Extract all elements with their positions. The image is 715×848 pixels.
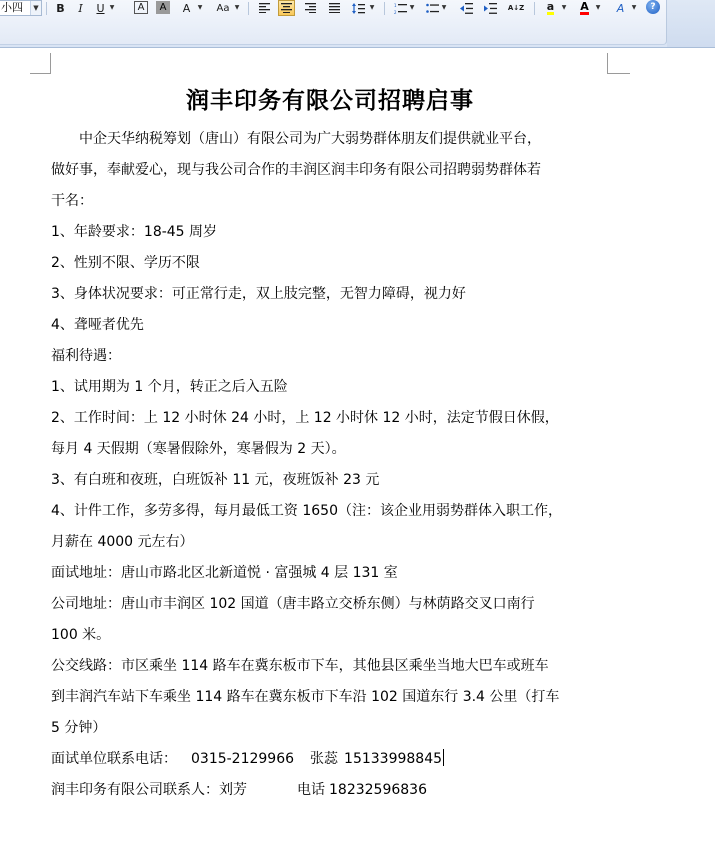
bold-button[interactable]: B bbox=[56, 1, 65, 15]
company-contact-phone-label: 电话 bbox=[297, 782, 325, 798]
underline-button[interactable]: U bbox=[96, 1, 105, 15]
chevron-down-icon[interactable]: ▼ bbox=[30, 1, 41, 15]
intro-paragraph bbox=[51, 124, 611, 217]
align-center-icon bbox=[281, 3, 292, 13]
benefit-item: 2、工作时间：上 12 小时休 24 小时，上 12 小时休 12 小时，法定节假日休假， bbox=[51, 410, 559, 426]
font-size-value: 小四 bbox=[1, 1, 23, 14]
requirement-item: 3、身体状况要求：可正常行走，双上肢完整，无智力障碍，视力好 bbox=[51, 286, 466, 302]
toolbar-divider bbox=[46, 2, 47, 15]
font-color-icon: A bbox=[580, 0, 589, 13]
benefits-heading: 福利待遇： bbox=[51, 348, 121, 364]
margin-corner-top-right bbox=[607, 53, 630, 74]
indent-icon bbox=[484, 3, 497, 14]
toolbar-divider bbox=[248, 2, 249, 15]
sort-icon: A↓Z bbox=[507, 3, 525, 12]
align-center-button[interactable] bbox=[278, 0, 295, 16]
help-icon[interactable]: ? bbox=[646, 0, 660, 14]
company-contact-phone: 18232596836 bbox=[329, 782, 427, 798]
font-color-button[interactable] bbox=[576, 0, 593, 16]
interview-address: 面试地址：唐山市路北区北新道悦 · 富强城 4 层 131 室 bbox=[51, 565, 398, 581]
bus-route-continued: 到丰润汽车站下车乘坐 114 路车在冀东板市下车沿 102 国道东行 3.4 公里（打车 bbox=[51, 689, 560, 705]
underline-dropdown-icon[interactable]: ▼ bbox=[109, 4, 115, 11]
change-case-dropdown-icon[interactable]: ▼ bbox=[234, 4, 240, 11]
benefit-item: 4、计件工作，多劳多得，每月最低工资 1650（注：该企业用弱势群体入职工作， bbox=[51, 503, 562, 519]
highlighter-icon: a bbox=[546, 0, 555, 13]
company-contact-line bbox=[51, 775, 611, 806]
increase-indent-button[interactable] bbox=[482, 0, 499, 16]
italic-button[interactable]: I bbox=[78, 1, 83, 15]
company-address-continued: 100 米。 bbox=[51, 627, 111, 643]
clear-format-dropdown-icon[interactable]: ▼ bbox=[197, 4, 203, 11]
company-contact-label: 润丰印务有限公司联系人：刘芳 bbox=[51, 782, 247, 798]
align-left-button[interactable] bbox=[256, 0, 273, 16]
align-right-icon bbox=[305, 3, 316, 13]
requirement-item: 2、性别不限、学历不限 bbox=[51, 255, 200, 271]
intro-line: 做好事，奉献爱心，现与我公司合作的丰润区润丰印务有限公司招聘弱势群体若 bbox=[51, 162, 541, 178]
text-effects-icon: A bbox=[616, 1, 625, 15]
bus-route: 公交线路：市区乘坐 114 路车在冀东板市下车，其他县区乘坐当地大巴车或班车 bbox=[51, 658, 549, 674]
numbered-list-icon bbox=[394, 3, 407, 14]
bus-route-continued: 5 分钟） bbox=[51, 720, 107, 736]
contact-name-2: 张蕊 bbox=[310, 751, 339, 767]
line-spacing-button[interactable] bbox=[350, 0, 367, 16]
numbering-button[interactable] bbox=[392, 0, 409, 16]
numbering-dropdown-icon[interactable]: ▼ bbox=[409, 4, 415, 11]
benefit-item: 3、有白班和夜班，白班饭补 11 元，夜班饭补 23 元 bbox=[51, 472, 380, 488]
eraser-icon: A bbox=[182, 1, 191, 15]
intro-line: 中企天华纳税筹划（唐山）有限公司为广大弱势群体朋友们提供就业平台， bbox=[79, 131, 541, 147]
benefit-item-continued: 月薪在 4000 元左右） bbox=[51, 534, 194, 550]
toolbar-divider bbox=[384, 2, 385, 15]
text-effects-dropdown-icon[interactable]: ▼ bbox=[631, 4, 637, 11]
outdent-icon bbox=[460, 3, 473, 14]
text-cursor bbox=[443, 749, 444, 766]
benefit-item-continued: 每月 4 天假期（寒暑假除外，寒暑假为 2 天）。 bbox=[51, 441, 346, 457]
requirements-list bbox=[51, 217, 611, 806]
highlight-dropdown-icon[interactable]: ▼ bbox=[561, 4, 567, 11]
intro-line: 干名： bbox=[51, 193, 93, 209]
font-color-dropdown-icon[interactable]: ▼ bbox=[595, 4, 601, 11]
company-address: 公司地址：唐山市丰润区 102 国道（唐丰路立交桥东侧）与林荫路交叉口南行 bbox=[51, 596, 535, 612]
align-left-icon bbox=[259, 3, 270, 13]
justify-icon bbox=[329, 3, 340, 13]
contact-phone-line bbox=[51, 744, 611, 775]
bullets-dropdown-icon[interactable]: ▼ bbox=[441, 4, 447, 11]
contact-phone-2: 15133998845 bbox=[344, 751, 443, 767]
highlight-button[interactable] bbox=[542, 0, 559, 16]
text-effects-button[interactable] bbox=[612, 0, 629, 16]
sort-button[interactable] bbox=[506, 0, 526, 16]
clear-format-button[interactable] bbox=[178, 0, 195, 16]
bullet-list-icon bbox=[426, 3, 439, 14]
svg-text:2: 2 bbox=[394, 9, 397, 14]
decrease-indent-button[interactable] bbox=[458, 0, 475, 16]
ribbon bbox=[0, 0, 715, 48]
contact-phone-label: 面试单位联系电话： bbox=[51, 751, 177, 767]
change-case-button[interactable]: Aa bbox=[216, 2, 230, 14]
line-spacing-icon bbox=[352, 3, 365, 14]
font-size-select[interactable] bbox=[0, 0, 42, 16]
bullets-button[interactable] bbox=[424, 0, 441, 16]
toolbar-divider bbox=[534, 2, 535, 15]
requirement-item: 1、年龄要求：18-45 周岁 bbox=[51, 224, 218, 240]
char-shading-button[interactable]: A bbox=[156, 1, 170, 14]
font-paragraph-toolbar bbox=[0, 0, 667, 45]
margin-corner-top-left bbox=[30, 53, 51, 74]
justify-button[interactable] bbox=[326, 0, 343, 16]
ribbon-scroll-area bbox=[667, 0, 715, 47]
contact-phone: 0315-2129966 bbox=[191, 751, 295, 767]
char-border-button[interactable]: A bbox=[134, 1, 148, 14]
benefit-item: 1、试用期为 1 个月，转正之后入五险 bbox=[51, 379, 288, 395]
svg-text:1: 1 bbox=[394, 2, 397, 8]
page-title: 润丰印务有限公司招聘启事 bbox=[186, 87, 474, 114]
requirement-item: 4、聋哑者优先 bbox=[51, 317, 144, 333]
line-spacing-dropdown-icon[interactable]: ▼ bbox=[369, 4, 375, 11]
align-right-button[interactable] bbox=[302, 0, 319, 16]
